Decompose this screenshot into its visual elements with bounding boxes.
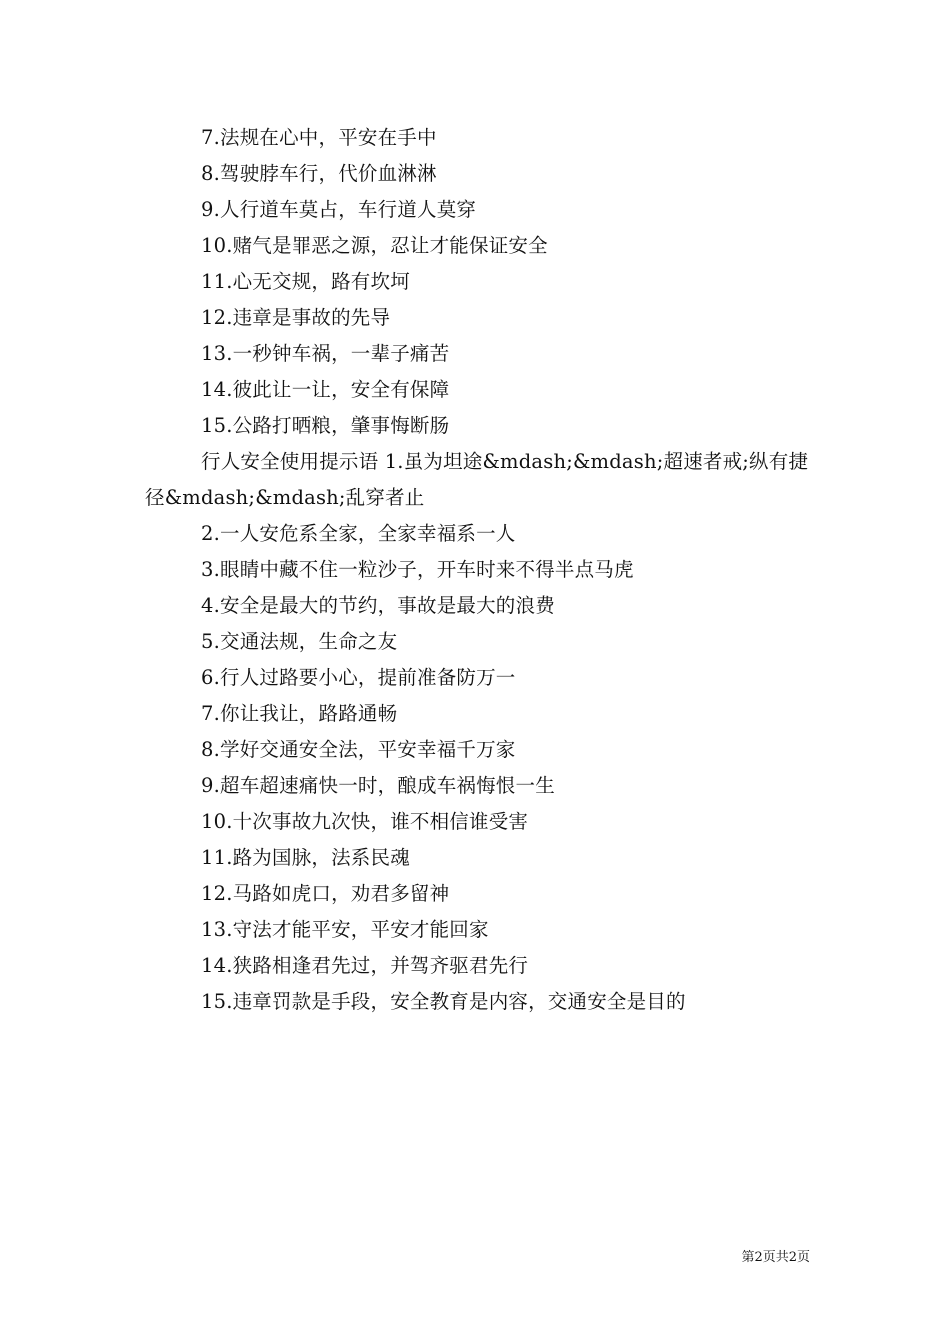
list-item: 15.公路打晒粮，肇事悔断肠 [201, 414, 450, 437]
slogan-list-1 [145, 120, 815, 444]
list-item: 12.违章是事故的先导 [201, 306, 391, 329]
slogan-list-2 [145, 516, 815, 1020]
list-item: 10.赌气是罪恶之源，忍让才能保证安全 [201, 234, 548, 257]
list-item: 7.法规在心中，平安在手中 [201, 126, 437, 149]
list-item: 15.违章罚款是手段，安全教育是内容，交通安全是目的 [201, 990, 686, 1013]
list-item: 8.驾驶脖车行，代价血淋淋 [201, 162, 437, 185]
list-item: 5.交通法规，生命之友 [201, 630, 398, 653]
page-number-footer: 第2页共2页 [741, 1250, 810, 1265]
list-item: 11.心无交规，路有坎坷 [201, 270, 410, 293]
list-item: 6.行人过路要小心，提前准备防万一 [201, 666, 516, 689]
list-item: 13.一秒钟车祸，一辈子痛苦 [201, 342, 450, 365]
list-item: 9.人行道车莫占，车行道人莫穿 [201, 198, 477, 221]
list-item: 7.你让我让，路路通畅 [201, 702, 398, 725]
list-item: 13.守法才能平安，平安才能回家 [201, 918, 489, 941]
list-item: 9.超车超速痛快一时，酿成车祸悔恨一生 [201, 774, 555, 797]
list-item: 2.一人安危系全家，全家幸福系一人 [201, 522, 516, 545]
document-body [145, 120, 815, 1020]
section-heading-paragraph: 行人安全使用提示语 1.虽为坦途&mdash;&mdash;超速者戒;纵有捷径&mdash;&mdash;乱穿者止 [145, 450, 809, 509]
list-item: 12.马路如虎口，劝君多留神 [201, 882, 450, 905]
list-item: 4.安全是最大的节约，事故是最大的浪费 [201, 594, 555, 617]
list-item: 8.学好交通安全法，平安幸福千万家 [201, 738, 516, 761]
list-item: 14.狭路相逢君先过，并驾齐驱君先行 [201, 954, 529, 977]
list-item: 3.眼睛中藏不住一粒沙子，开车时来不得半点马虎 [201, 558, 634, 581]
list-item: 11.路为国脉，法系民魂 [201, 846, 410, 869]
list-item: 14.彼此让一让，安全有保障 [201, 378, 450, 401]
list-item: 10.十次事故九次快，谁不相信谁受害 [201, 810, 529, 833]
